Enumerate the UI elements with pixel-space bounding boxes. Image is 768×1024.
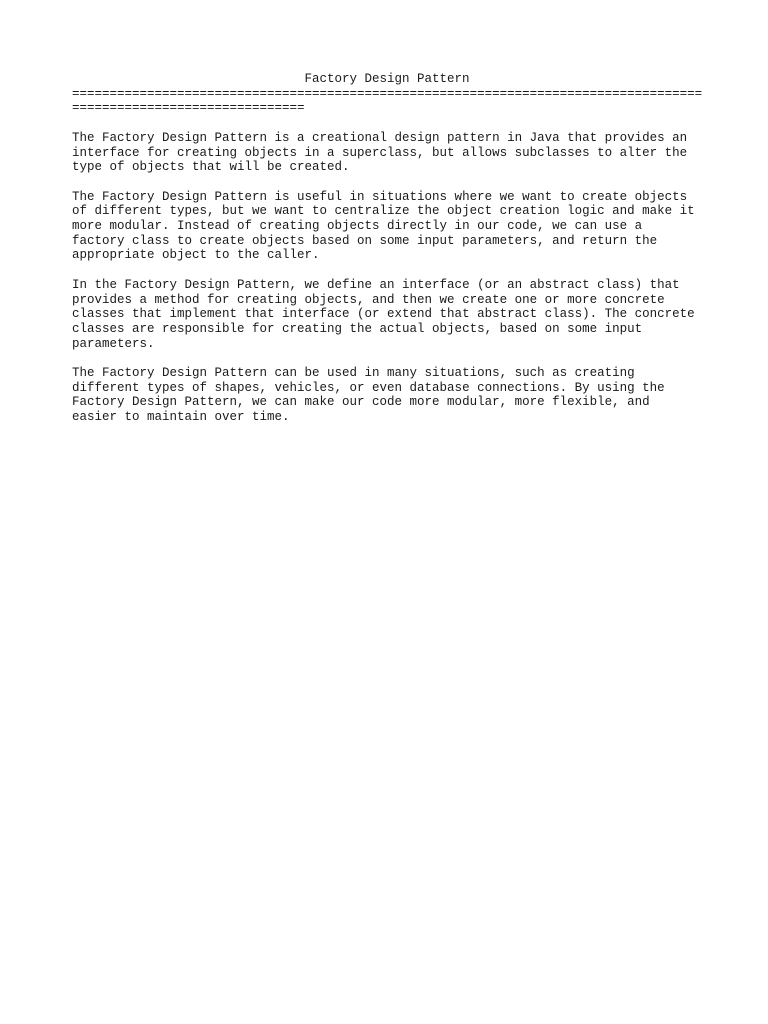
paragraph-intro: The Factory Design Pattern is a creational design pattern in Java that provides an interface for creating objects in a superclass, but allows subclasses to alter the type of objects that will be created.: [72, 130, 688, 175]
title-underline-rule-2: ===============================: [72, 101, 305, 116]
paragraph-usefulness: The Factory Design Pattern is useful in situations where we want to create objects of different types, but we want to centralize the object creation logic and make it more modular. Instead of creating objects directly in our code, we can use a factory class to create objects based on some input parameters, and return the appropriate object to the caller.: [72, 189, 695, 263]
document-page: [72, 72, 702, 425]
title-underline-rule-1: ====================================================================================: [72, 86, 702, 101]
document-title: Factory Design Pattern: [304, 72, 470, 86]
paragraph-applications: The Factory Design Pattern can be used in many situations, such as creating different types of shapes, vehicles, or even database connections. By using the Factory Design Pattern, we can make our code more modular, more flexible, and easier to maintain over time.: [72, 366, 665, 425]
paragraph-structure: In the Factory Design Pattern, we define an interface (or an abstract class) that provides a method for creating objects, and then we create one or more concrete classes that implement that interface (or extend that abstract class). The concrete classes are responsible for creating the actual objects, based on some input parameters.: [72, 277, 695, 351]
